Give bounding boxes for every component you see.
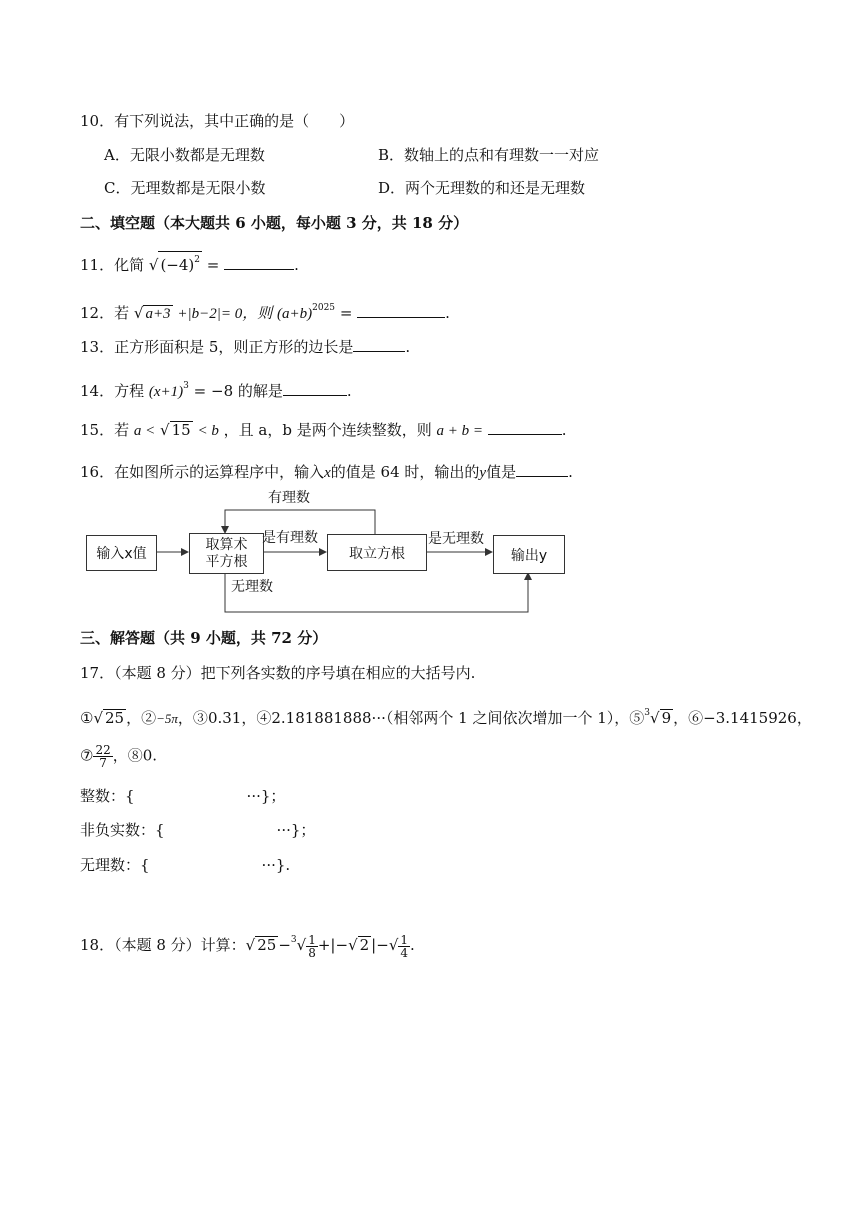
q17-r5: 9: [661, 709, 672, 727]
q17-stem: 17．（本题 8 分）把下列各实数的序号填在相应的大括号内.: [80, 664, 476, 682]
flow-input-box: 输入x值: [86, 535, 157, 571]
q17-irrational: [80, 854, 290, 876]
flow-label-is-rational: 是有理数: [262, 530, 318, 546]
radical-sign: √: [160, 421, 170, 439]
q17-nonneg-label: 非负实数：{: [80, 821, 165, 839]
q16-end: .: [568, 463, 573, 481]
q16-text2: 的值是 64 时，输出的: [330, 463, 480, 481]
section-3-title: 三、解答题（共 9 小题，共 72 分）: [80, 629, 328, 647]
flow-output-box: 输出y: [493, 535, 565, 574]
q10-option-c: C．无理数都是无限小数: [104, 179, 266, 197]
q17-idx6: ，⑥: [673, 709, 704, 727]
q16-text3: 值是: [486, 463, 517, 481]
q17-items-row2: ⑦ $\frac{22}{7}$ ，⑧0.: [80, 743, 158, 770]
radical-sign: √: [348, 936, 358, 954]
q11-prefix: 11．化简: [80, 256, 145, 274]
q14-end: .: [346, 382, 352, 400]
q15-radicand: 15: [171, 421, 191, 439]
q15-sum: a + b =: [436, 423, 483, 439]
q11-eq: =: [206, 256, 220, 274]
q18-end: .: [410, 936, 415, 954]
q12-prefix: 12．若: [80, 304, 130, 322]
q15-end: .: [561, 421, 567, 439]
q17-v4: 2.181881888···: [271, 709, 386, 727]
q17-v8: 0: [142, 746, 153, 765]
q10-option-d: D．两个无理数的和还是无理数: [378, 179, 586, 197]
flow-cbrt-box: 取立方根: [327, 534, 427, 571]
q12-exp: 2025: [312, 303, 336, 313]
radical-sign: √: [93, 709, 104, 727]
q15-b: < b: [197, 423, 219, 439]
q13-text: 13．正方形面积是 5，则正方形的边长是: [80, 338, 354, 356]
q17-idx7: ⑦: [80, 746, 94, 765]
radical-sign: √: [133, 304, 144, 322]
radical-sign: √: [148, 256, 159, 274]
q11-end: .: [294, 256, 299, 274]
q17-nonneg-end: ···}；: [276, 821, 316, 839]
radical-sign: √: [245, 936, 256, 954]
q17-root-index5: 3: [644, 708, 651, 718]
q17-idx4: ，④: [241, 709, 272, 727]
q12-end: .: [445, 304, 450, 322]
q18-r2: 2: [359, 936, 370, 954]
q18-plus: +: [317, 936, 331, 954]
q10-option-b: B．数轴上的点和有理数一一对应: [378, 146, 600, 164]
q18-minus2: −: [376, 936, 389, 954]
q12-eq: =: [339, 304, 353, 322]
q18-prefix: 18．（本题 8 分）计算：: [80, 936, 246, 954]
q18-fraction2: $\frac{1}{4}$: [400, 932, 409, 960]
q18-minus: −: [278, 936, 291, 954]
q18: 18．（本题 8 分）计算：√ 25 −$^3$√ $\frac{1}{8}$ +|−√ 2 |−√ $\frac{1}{4}$ .: [80, 932, 415, 960]
q14-rest: = −8 的解是: [193, 382, 283, 400]
q18-root-index: 3: [290, 935, 297, 945]
q17-v2: −5π: [156, 711, 178, 726]
q17-idx3: ，③: [177, 709, 208, 727]
q14-exp: 3: [183, 381, 189, 391]
flow-label-is-irrational: 是无理数: [428, 531, 484, 547]
q17-fraction7: $\frac{22}{7}$: [95, 743, 111, 770]
q17-idx1: ①: [80, 709, 94, 727]
q17-note: （相邻两个 1 之间依次增加一个 1），⑤: [385, 709, 645, 727]
q17-irrational-label: 无理数：{: [80, 856, 150, 874]
q15-prefix: 15．若: [80, 421, 130, 439]
q17-idx2: ，②: [126, 709, 157, 727]
flow-label-rational-top: 有理数: [268, 490, 310, 506]
q16-text1: 16．在如图所示的运算程序中，输入: [80, 463, 325, 481]
q16-y: y: [479, 465, 487, 481]
q18-fraction1: $\frac{1}{8}$: [308, 932, 316, 960]
q17-r1: 25: [105, 709, 125, 727]
q14-expr: (x+1): [148, 384, 184, 400]
section-2-title: 二、填空题（本大题共 6 小题，每小题 3 分，共 18 分）: [80, 214, 469, 232]
q17-integers: [80, 785, 285, 807]
q18-r1: 25: [257, 936, 277, 954]
q17-v6: −3.1415926，: [703, 709, 812, 727]
q17-idx8: ，⑧: [112, 746, 143, 765]
q12-paren: (a+b): [277, 306, 313, 322]
flow-sqrt-line1: 取算术: [205, 536, 248, 553]
q12-radicand: a+3: [145, 306, 171, 322]
q16-x: x: [324, 465, 331, 481]
q11-radicand: $(-4)^2$: [158, 251, 202, 273]
q15-a: a <: [133, 423, 156, 439]
radical-sign: √: [650, 709, 660, 727]
radical-sign: √: [388, 936, 399, 954]
flow-sqrt-line2: 平方根: [205, 553, 248, 570]
q17-nonneg: [80, 819, 315, 841]
q12-mid: +|b−2|= 0，则: [177, 306, 273, 322]
flow-sqrt-box: [189, 533, 264, 574]
q17-v3: 0.31: [207, 709, 242, 727]
q13-end: .: [405, 338, 411, 356]
q17-items-row1: [80, 702, 812, 730]
q10-stem: 10．有下列说法，其中正确的是（ ）: [80, 112, 355, 130]
q14-prefix: 14．方程: [80, 382, 145, 400]
radical-sign: √: [296, 936, 307, 954]
q17-integers-label: 整数：{: [80, 787, 135, 805]
q10-option-a: A．无限小数都是无理数: [104, 146, 265, 164]
q17-irrational-end: ···}.: [261, 856, 291, 874]
q15-mid: ，且 a，b 是两个连续整数，则: [223, 421, 432, 439]
q18-abs-minus: −: [335, 936, 349, 954]
flow-label-irrational-bottom: 无理数: [231, 579, 273, 595]
q17-integers-end: ···}；: [246, 787, 286, 805]
